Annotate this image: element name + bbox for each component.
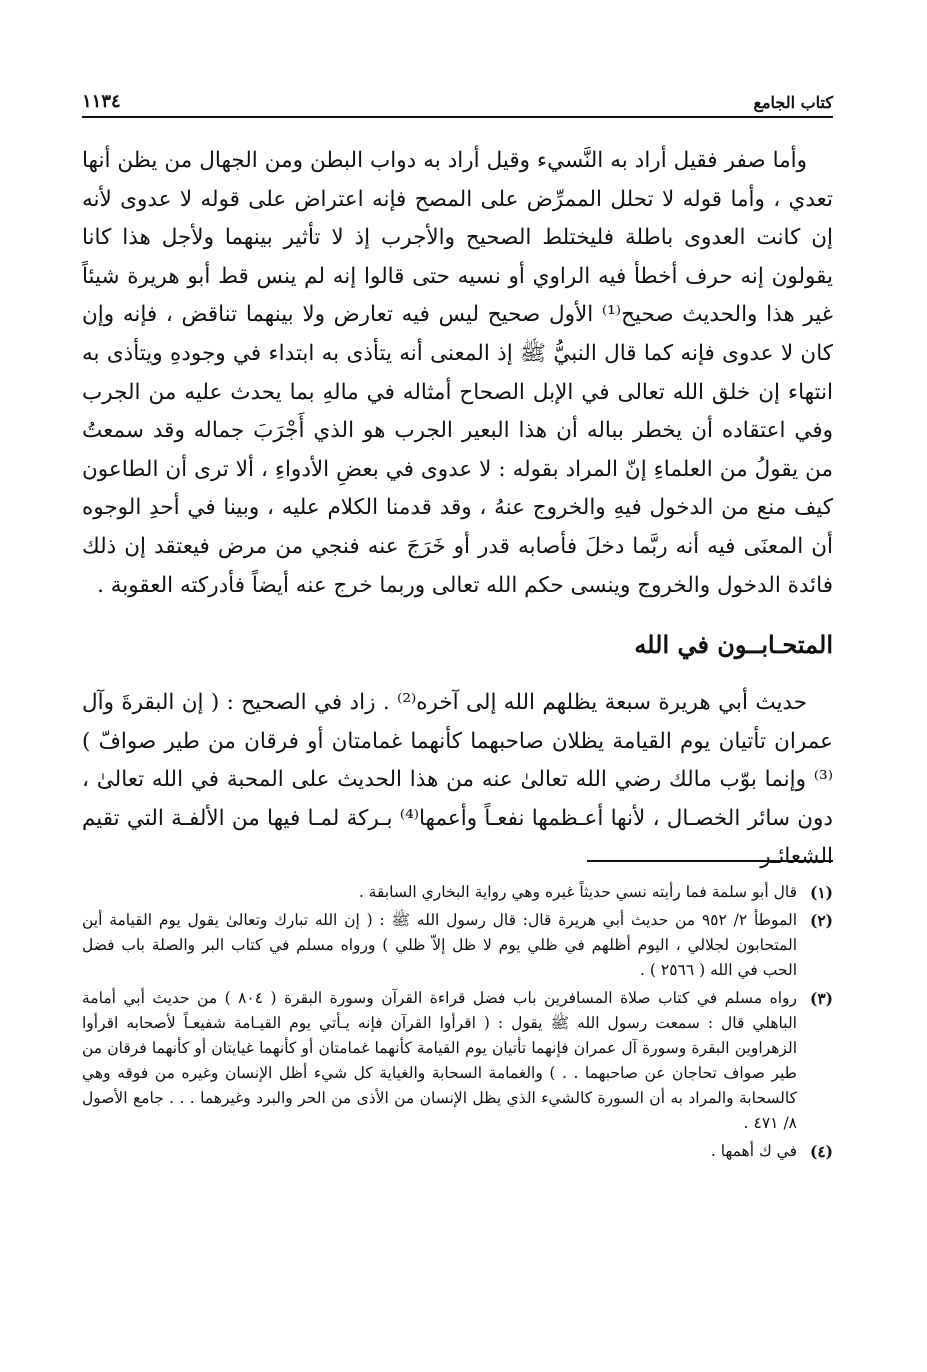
- footnote: [82, 1139, 833, 1164]
- footnote-number: (١): [809, 883, 833, 902]
- footnote: [82, 880, 833, 905]
- footnote: [82, 986, 833, 1136]
- footnote-text: الموطأ ٢/ ٩٥٢ من حديث أبي هريرة قال: قال رسول الله ﷺ : ( إن الله تبارك وتعالىٰ يقول يوم القيامة أين المتحابون لجلالي ، اليوم أظلهم في ظلي يوم لا ظل إلاّ ظلي ) ورواه مسلم في كتاب البر والصلة باب فضل الحب في الله ( ٢٥٦٦ ) .: [82, 911, 797, 979]
- page-number: ١١٣٤: [82, 91, 121, 112]
- footnotes: [82, 880, 833, 1167]
- book-title: كتاب الجامع: [753, 93, 833, 112]
- footnote-divider: [587, 860, 833, 862]
- main-text-continued: [82, 684, 833, 877]
- footnote-text: رواه مسلم في كتاب صلاة المسافرين باب فضل قراءة القرآن وسورة البقرة ( ٨٠٤ ) من حديث أبي أمامة الباهلي قال : سمعت رسول الله ﷺ يقول : ( اقرأوا القرآن فإنه يـأتي يوم القيـامة شفيعـاً لأصحابه اقرأوا الزهراوين البقرة وسورة آل عمران فإنهما تأتيان يوم القيامة كأنهما غمامتان أو كأنهما غيايتان أو كأنهما فرقان من طير صواف تحاجان عن صاحبهما . . ) والغمامة السحابة والغياية كل شيء أظل الإنسان وغيره من فوقه وهي كالسحابة والمراد به أن السورة كالشيء الذي يظل الإنسان من الأذى من الحر والبرد وغيرهما . . . جامع الأصول ٨/ ٤٧١ .: [82, 989, 797, 1132]
- running-head: [82, 84, 833, 118]
- footnote-number: (٢): [809, 911, 833, 930]
- paragraph: وأما صفر فقيل أراد به النَّسيء وقيل أراد به دواب البطن ومن الجهال من يظن أنها تعدي ، وأما قوله لا تحلل الممرِّض على المصح فإنه اعتراض على قوله لا عدوى لأنه إن كانت العدوى باطلة فليختلط الصحيح والأجرب إذ لا تأثير بينهما ولأجل هذا كانا يقولون إنه حرف أخطأ فيه الراوي أو نسيه حتى قالوا إنه لم ينس قط أبو هريرة شيئاً غير هذا والحديث صحيح⁽¹⁾ الأول صحيح ليس فيه تعارض ولا بينهما تناقض ، فإنه وإن كان لا عدوى فإنه كما قال النبيُّ ﷺ إذ المعنى أنه يتأذى به ابتداء في وجودهِ ويتأذى به انتهاء إن خلق الله تعالى في الإبل الصحاح أمثاله في مالهِ بما يحدث عليه من الجرب وفي اعتقاده أن يخطر بباله أن هذا البعير الجرب هو الذي أَجْرَبَ جماله وقد سمعتُ من يقولُ من العلماءِ إنّ المراد بقوله : لا عدوى في بعضِ الأدواءِ ، ألا ترى أن الطاعون كيف منع من الدخول فيهِ والخروج عنهُ ، وقد قدمنا الكلام عليه ، وبينا في أحدِ الوجوه أن المعنَى فيه أنه ربَّما دخلَ فأصابه قدر أو خَرَجَ عنه فنجي من مرض فيعتقد إن ذلك فائدة الدخول والخروج وينسى حكم الله تعالى وربما خرج عنه أيضاً فأدركته العقوبة .: [82, 148, 833, 598]
- paragraph: حديث أبي هريرة سبعة يظلهم الله إلى آخره⁽²⁾ . زاد في الصحيح : ( إن البقرةَ وآل عمران تأتيان يوم القيامة يظلان صاحبهما كأنهما غمامتان أو فرقان من طير صوافّ )⁽³⁾ وإنما بوّب مالك رضي الله تعالىٰ عنه من هذا الحديث على المحبة في الله تعالىٰ ، دون سائر الخصـال ، لأنها أعـظمها نفعـاً وأعمها⁽⁴⁾ بـركة لمـا فيها من الألفـة التي تقيم الشعائـر: [82, 690, 833, 870]
- footnote-text: في ك أهمها .: [710, 1142, 797, 1160]
- main-text: [82, 142, 833, 605]
- footnote-number: (٤): [809, 1142, 833, 1161]
- footnote-number: (٣): [809, 989, 833, 1008]
- footnote-text: قال أبو سلمة فما رأيته نسي حديثاً غيره وهي رواية البخاري السابقة .: [358, 883, 797, 901]
- footnote: [82, 908, 833, 983]
- section-heading: المتحـابــون في الله: [634, 630, 833, 659]
